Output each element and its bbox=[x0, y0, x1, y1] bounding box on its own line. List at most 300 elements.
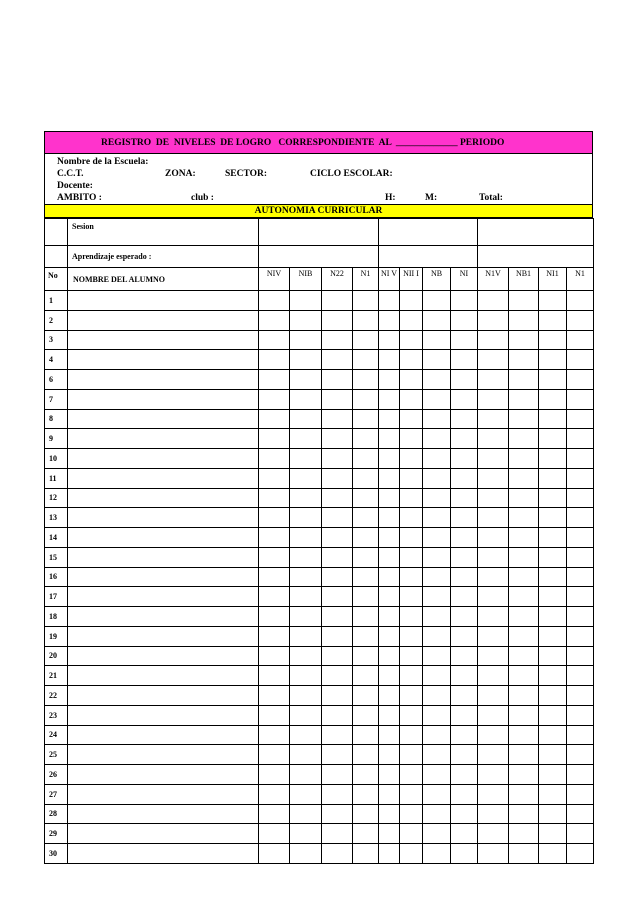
level-cell[interactable] bbox=[290, 745, 322, 765]
level-cell[interactable] bbox=[353, 429, 379, 449]
level-cell[interactable] bbox=[451, 547, 478, 567]
level-cell[interactable] bbox=[322, 705, 353, 725]
level-cell[interactable] bbox=[539, 784, 567, 804]
level-cell[interactable] bbox=[322, 666, 353, 686]
level-cell[interactable] bbox=[451, 310, 478, 330]
aprendizaje-field-3[interactable] bbox=[478, 246, 594, 268]
level-cell[interactable] bbox=[478, 389, 509, 409]
level-cell[interactable] bbox=[509, 409, 539, 429]
level-cell[interactable] bbox=[259, 291, 290, 311]
level-cell[interactable] bbox=[400, 607, 423, 627]
level-cell[interactable] bbox=[478, 468, 509, 488]
level-cell[interactable] bbox=[322, 468, 353, 488]
level-cell[interactable] bbox=[451, 705, 478, 725]
level-cell[interactable] bbox=[290, 824, 322, 844]
level-cell[interactable] bbox=[379, 646, 400, 666]
level-cell[interactable] bbox=[353, 745, 379, 765]
level-cell[interactable] bbox=[353, 824, 379, 844]
level-cell[interactable] bbox=[478, 330, 509, 350]
level-cell[interactable] bbox=[290, 844, 322, 864]
level-cell[interactable] bbox=[451, 765, 478, 785]
level-cell[interactable] bbox=[423, 567, 451, 587]
level-cell[interactable] bbox=[379, 587, 400, 607]
level-cell[interactable] bbox=[322, 587, 353, 607]
level-cell[interactable] bbox=[290, 666, 322, 686]
level-cell[interactable] bbox=[290, 646, 322, 666]
level-cell[interactable] bbox=[451, 389, 478, 409]
aprendizaje-field-2[interactable] bbox=[379, 246, 478, 268]
level-cell[interactable] bbox=[539, 291, 567, 311]
level-cell[interactable] bbox=[379, 725, 400, 745]
level-cell[interactable] bbox=[259, 646, 290, 666]
level-cell[interactable] bbox=[478, 488, 509, 508]
level-cell[interactable] bbox=[290, 429, 322, 449]
level-cell[interactable] bbox=[567, 824, 594, 844]
level-cell[interactable] bbox=[451, 804, 478, 824]
level-cell[interactable] bbox=[379, 488, 400, 508]
level-cell[interactable] bbox=[478, 784, 509, 804]
level-cell[interactable] bbox=[509, 626, 539, 646]
level-cell[interactable] bbox=[478, 666, 509, 686]
level-cell[interactable] bbox=[322, 508, 353, 528]
level-cell[interactable] bbox=[379, 705, 400, 725]
level-cell[interactable] bbox=[478, 824, 509, 844]
level-cell[interactable] bbox=[509, 725, 539, 745]
student-name-cell[interactable] bbox=[68, 686, 259, 706]
level-cell[interactable] bbox=[539, 547, 567, 567]
level-cell[interactable] bbox=[423, 804, 451, 824]
level-cell[interactable] bbox=[379, 626, 400, 646]
level-cell[interactable] bbox=[353, 409, 379, 429]
level-cell[interactable] bbox=[539, 389, 567, 409]
level-cell[interactable] bbox=[423, 765, 451, 785]
level-cell[interactable] bbox=[509, 370, 539, 390]
level-cell[interactable] bbox=[379, 468, 400, 488]
level-cell[interactable] bbox=[353, 310, 379, 330]
level-cell[interactable] bbox=[509, 310, 539, 330]
level-cell[interactable] bbox=[400, 587, 423, 607]
level-cell[interactable] bbox=[423, 646, 451, 666]
student-name-cell[interactable] bbox=[68, 804, 259, 824]
level-cell[interactable] bbox=[567, 310, 594, 330]
student-name-cell[interactable] bbox=[68, 449, 259, 469]
level-cell[interactable] bbox=[259, 429, 290, 449]
level-cell[interactable] bbox=[400, 291, 423, 311]
level-cell[interactable] bbox=[379, 666, 400, 686]
level-cell[interactable] bbox=[539, 587, 567, 607]
level-cell[interactable] bbox=[567, 291, 594, 311]
level-cell[interactable] bbox=[451, 646, 478, 666]
level-cell[interactable] bbox=[379, 765, 400, 785]
student-name-cell[interactable] bbox=[68, 784, 259, 804]
level-cell[interactable] bbox=[478, 291, 509, 311]
level-cell[interactable] bbox=[379, 804, 400, 824]
level-cell[interactable] bbox=[539, 765, 567, 785]
level-cell[interactable] bbox=[379, 508, 400, 528]
level-cell[interactable] bbox=[259, 666, 290, 686]
level-cell[interactable] bbox=[353, 449, 379, 469]
level-cell[interactable] bbox=[423, 824, 451, 844]
level-cell[interactable] bbox=[539, 646, 567, 666]
level-cell[interactable] bbox=[353, 725, 379, 745]
level-cell[interactable] bbox=[451, 528, 478, 548]
level-cell[interactable] bbox=[379, 528, 400, 548]
level-cell[interactable] bbox=[379, 745, 400, 765]
level-cell[interactable] bbox=[353, 587, 379, 607]
level-cell[interactable] bbox=[423, 409, 451, 429]
sesion-field-1[interactable] bbox=[259, 219, 379, 246]
level-cell[interactable] bbox=[451, 626, 478, 646]
level-cell[interactable] bbox=[567, 745, 594, 765]
level-cell[interactable] bbox=[423, 350, 451, 370]
level-cell[interactable] bbox=[400, 626, 423, 646]
level-cell[interactable] bbox=[423, 666, 451, 686]
level-cell[interactable] bbox=[539, 666, 567, 686]
level-cell[interactable] bbox=[400, 705, 423, 725]
level-cell[interactable] bbox=[567, 626, 594, 646]
level-cell[interactable] bbox=[567, 765, 594, 785]
level-cell[interactable] bbox=[353, 666, 379, 686]
level-cell[interactable] bbox=[567, 844, 594, 864]
level-cell[interactable] bbox=[322, 429, 353, 449]
level-cell[interactable] bbox=[322, 389, 353, 409]
level-cell[interactable] bbox=[400, 330, 423, 350]
level-cell[interactable] bbox=[322, 488, 353, 508]
level-cell[interactable] bbox=[379, 409, 400, 429]
level-cell[interactable] bbox=[567, 409, 594, 429]
level-cell[interactable] bbox=[400, 646, 423, 666]
level-cell[interactable] bbox=[322, 844, 353, 864]
level-cell[interactable] bbox=[259, 409, 290, 429]
level-cell[interactable] bbox=[353, 350, 379, 370]
level-cell[interactable] bbox=[478, 567, 509, 587]
level-cell[interactable] bbox=[478, 350, 509, 370]
level-cell[interactable] bbox=[259, 784, 290, 804]
level-cell[interactable] bbox=[400, 844, 423, 864]
level-cell[interactable] bbox=[451, 350, 478, 370]
level-cell[interactable] bbox=[539, 468, 567, 488]
level-cell[interactable] bbox=[322, 626, 353, 646]
level-cell[interactable] bbox=[567, 370, 594, 390]
level-cell[interactable] bbox=[400, 824, 423, 844]
level-cell[interactable] bbox=[567, 330, 594, 350]
level-cell[interactable] bbox=[379, 291, 400, 311]
level-cell[interactable] bbox=[423, 686, 451, 706]
level-cell[interactable] bbox=[259, 370, 290, 390]
level-cell[interactable] bbox=[539, 725, 567, 745]
level-cell[interactable] bbox=[353, 686, 379, 706]
level-cell[interactable] bbox=[539, 429, 567, 449]
level-cell[interactable] bbox=[400, 389, 423, 409]
level-cell[interactable] bbox=[539, 745, 567, 765]
level-cell[interactable] bbox=[509, 765, 539, 785]
level-cell[interactable] bbox=[353, 607, 379, 627]
level-cell[interactable] bbox=[290, 528, 322, 548]
level-cell[interactable] bbox=[509, 389, 539, 409]
student-name-cell[interactable] bbox=[68, 468, 259, 488]
level-cell[interactable] bbox=[567, 666, 594, 686]
level-cell[interactable] bbox=[400, 765, 423, 785]
student-name-cell[interactable] bbox=[68, 528, 259, 548]
level-cell[interactable] bbox=[423, 389, 451, 409]
level-cell[interactable] bbox=[259, 607, 290, 627]
student-name-cell[interactable] bbox=[68, 824, 259, 844]
level-cell[interactable] bbox=[423, 587, 451, 607]
level-cell[interactable] bbox=[478, 626, 509, 646]
level-cell[interactable] bbox=[451, 468, 478, 488]
level-cell[interactable] bbox=[379, 567, 400, 587]
level-cell[interactable] bbox=[379, 844, 400, 864]
level-cell[interactable] bbox=[509, 429, 539, 449]
level-cell[interactable] bbox=[400, 449, 423, 469]
level-cell[interactable] bbox=[539, 567, 567, 587]
student-name-cell[interactable] bbox=[68, 409, 259, 429]
level-cell[interactable] bbox=[451, 488, 478, 508]
level-cell[interactable] bbox=[353, 291, 379, 311]
level-cell[interactable] bbox=[567, 725, 594, 745]
level-cell[interactable] bbox=[353, 844, 379, 864]
student-name-cell[interactable] bbox=[68, 626, 259, 646]
student-name-cell[interactable] bbox=[68, 310, 259, 330]
level-cell[interactable] bbox=[259, 705, 290, 725]
level-cell[interactable] bbox=[290, 725, 322, 745]
level-cell[interactable] bbox=[400, 547, 423, 567]
level-cell[interactable] bbox=[423, 488, 451, 508]
level-cell[interactable] bbox=[478, 370, 509, 390]
level-cell[interactable] bbox=[379, 370, 400, 390]
level-cell[interactable] bbox=[451, 449, 478, 469]
level-cell[interactable] bbox=[478, 646, 509, 666]
level-cell[interactable] bbox=[509, 547, 539, 567]
student-name-cell[interactable] bbox=[68, 745, 259, 765]
level-cell[interactable] bbox=[567, 686, 594, 706]
level-cell[interactable] bbox=[259, 725, 290, 745]
level-cell[interactable] bbox=[451, 508, 478, 528]
level-cell[interactable] bbox=[423, 626, 451, 646]
level-cell[interactable] bbox=[567, 389, 594, 409]
level-cell[interactable] bbox=[478, 705, 509, 725]
level-cell[interactable] bbox=[567, 804, 594, 824]
student-name-cell[interactable] bbox=[68, 567, 259, 587]
level-cell[interactable] bbox=[509, 646, 539, 666]
level-cell[interactable] bbox=[322, 528, 353, 548]
level-cell[interactable] bbox=[478, 429, 509, 449]
level-cell[interactable] bbox=[259, 468, 290, 488]
level-cell[interactable] bbox=[509, 488, 539, 508]
level-cell[interactable] bbox=[400, 686, 423, 706]
level-cell[interactable] bbox=[478, 844, 509, 864]
level-cell[interactable] bbox=[451, 784, 478, 804]
level-cell[interactable] bbox=[423, 844, 451, 864]
level-cell[interactable] bbox=[290, 547, 322, 567]
student-name-cell[interactable] bbox=[68, 488, 259, 508]
student-name-cell[interactable] bbox=[68, 350, 259, 370]
level-cell[interactable] bbox=[451, 824, 478, 844]
level-cell[interactable] bbox=[567, 528, 594, 548]
level-cell[interactable] bbox=[539, 686, 567, 706]
level-cell[interactable] bbox=[539, 310, 567, 330]
level-cell[interactable] bbox=[400, 725, 423, 745]
level-cell[interactable] bbox=[478, 409, 509, 429]
level-cell[interactable] bbox=[379, 607, 400, 627]
level-cell[interactable] bbox=[290, 449, 322, 469]
level-cell[interactable] bbox=[567, 508, 594, 528]
level-cell[interactable] bbox=[567, 547, 594, 567]
level-cell[interactable] bbox=[539, 508, 567, 528]
level-cell[interactable] bbox=[451, 429, 478, 449]
level-cell[interactable] bbox=[322, 449, 353, 469]
level-cell[interactable] bbox=[478, 449, 509, 469]
level-cell[interactable] bbox=[451, 567, 478, 587]
level-cell[interactable] bbox=[539, 488, 567, 508]
level-cell[interactable] bbox=[423, 508, 451, 528]
level-cell[interactable] bbox=[290, 468, 322, 488]
level-cell[interactable] bbox=[259, 350, 290, 370]
level-cell[interactable] bbox=[539, 626, 567, 646]
level-cell[interactable] bbox=[290, 330, 322, 350]
level-cell[interactable] bbox=[423, 429, 451, 449]
level-cell[interactable] bbox=[451, 745, 478, 765]
level-cell[interactable] bbox=[423, 745, 451, 765]
level-cell[interactable] bbox=[322, 725, 353, 745]
level-cell[interactable] bbox=[400, 468, 423, 488]
student-name-cell[interactable] bbox=[68, 844, 259, 864]
level-cell[interactable] bbox=[509, 804, 539, 824]
level-cell[interactable] bbox=[379, 350, 400, 370]
level-cell[interactable] bbox=[379, 429, 400, 449]
level-cell[interactable] bbox=[353, 804, 379, 824]
level-cell[interactable] bbox=[539, 370, 567, 390]
level-cell[interactable] bbox=[423, 607, 451, 627]
level-cell[interactable] bbox=[451, 370, 478, 390]
level-cell[interactable] bbox=[451, 666, 478, 686]
level-cell[interactable] bbox=[322, 547, 353, 567]
level-cell[interactable] bbox=[259, 804, 290, 824]
level-cell[interactable] bbox=[423, 291, 451, 311]
level-cell[interactable] bbox=[353, 330, 379, 350]
level-cell[interactable] bbox=[322, 646, 353, 666]
level-cell[interactable] bbox=[379, 824, 400, 844]
level-cell[interactable] bbox=[539, 330, 567, 350]
level-cell[interactable] bbox=[353, 646, 379, 666]
level-cell[interactable] bbox=[451, 725, 478, 745]
level-cell[interactable] bbox=[567, 607, 594, 627]
level-cell[interactable] bbox=[379, 449, 400, 469]
level-cell[interactable] bbox=[322, 745, 353, 765]
level-cell[interactable] bbox=[509, 508, 539, 528]
level-cell[interactable] bbox=[259, 626, 290, 646]
student-name-cell[interactable] bbox=[68, 705, 259, 725]
level-cell[interactable] bbox=[322, 330, 353, 350]
level-cell[interactable] bbox=[322, 765, 353, 785]
student-name-cell[interactable] bbox=[68, 389, 259, 409]
level-cell[interactable] bbox=[451, 330, 478, 350]
level-cell[interactable] bbox=[509, 528, 539, 548]
level-cell[interactable] bbox=[567, 350, 594, 370]
level-cell[interactable] bbox=[290, 626, 322, 646]
level-cell[interactable] bbox=[400, 310, 423, 330]
level-cell[interactable] bbox=[322, 686, 353, 706]
level-cell[interactable] bbox=[353, 765, 379, 785]
level-cell[interactable] bbox=[322, 370, 353, 390]
student-name-cell[interactable] bbox=[68, 508, 259, 528]
level-cell[interactable] bbox=[259, 686, 290, 706]
level-cell[interactable] bbox=[509, 705, 539, 725]
level-cell[interactable] bbox=[567, 567, 594, 587]
level-cell[interactable] bbox=[379, 389, 400, 409]
level-cell[interactable] bbox=[423, 705, 451, 725]
level-cell[interactable] bbox=[353, 528, 379, 548]
student-name-cell[interactable] bbox=[68, 291, 259, 311]
level-cell[interactable] bbox=[353, 468, 379, 488]
level-cell[interactable] bbox=[539, 350, 567, 370]
level-cell[interactable] bbox=[400, 409, 423, 429]
level-cell[interactable] bbox=[451, 607, 478, 627]
student-name-cell[interactable] bbox=[68, 725, 259, 745]
level-cell[interactable] bbox=[539, 804, 567, 824]
level-cell[interactable] bbox=[353, 626, 379, 646]
student-name-cell[interactable] bbox=[68, 330, 259, 350]
level-cell[interactable] bbox=[423, 449, 451, 469]
level-cell[interactable] bbox=[509, 745, 539, 765]
level-cell[interactable] bbox=[259, 389, 290, 409]
level-cell[interactable] bbox=[379, 686, 400, 706]
level-cell[interactable] bbox=[290, 488, 322, 508]
student-name-cell[interactable] bbox=[68, 666, 259, 686]
level-cell[interactable] bbox=[509, 468, 539, 488]
level-cell[interactable] bbox=[478, 765, 509, 785]
level-cell[interactable] bbox=[478, 508, 509, 528]
level-cell[interactable] bbox=[478, 686, 509, 706]
sesion-field-2[interactable] bbox=[379, 219, 478, 246]
level-cell[interactable] bbox=[451, 291, 478, 311]
level-cell[interactable] bbox=[478, 587, 509, 607]
level-cell[interactable] bbox=[353, 508, 379, 528]
level-cell[interactable] bbox=[478, 310, 509, 330]
level-cell[interactable] bbox=[539, 528, 567, 548]
level-cell[interactable] bbox=[539, 705, 567, 725]
level-cell[interactable] bbox=[451, 686, 478, 706]
level-cell[interactable] bbox=[400, 666, 423, 686]
level-cell[interactable] bbox=[290, 409, 322, 429]
level-cell[interactable] bbox=[290, 310, 322, 330]
level-cell[interactable] bbox=[353, 488, 379, 508]
level-cell[interactable] bbox=[423, 725, 451, 745]
level-cell[interactable] bbox=[509, 567, 539, 587]
level-cell[interactable] bbox=[353, 567, 379, 587]
sesion-field-3[interactable] bbox=[478, 219, 594, 246]
level-cell[interactable] bbox=[322, 350, 353, 370]
student-name-cell[interactable] bbox=[68, 607, 259, 627]
level-cell[interactable] bbox=[290, 804, 322, 824]
level-cell[interactable] bbox=[567, 468, 594, 488]
level-cell[interactable] bbox=[423, 528, 451, 548]
level-cell[interactable] bbox=[259, 844, 290, 864]
level-cell[interactable] bbox=[259, 567, 290, 587]
level-cell[interactable] bbox=[478, 528, 509, 548]
level-cell[interactable] bbox=[259, 488, 290, 508]
level-cell[interactable] bbox=[423, 784, 451, 804]
student-name-cell[interactable] bbox=[68, 547, 259, 567]
level-cell[interactable] bbox=[509, 330, 539, 350]
level-cell[interactable] bbox=[509, 449, 539, 469]
level-cell[interactable] bbox=[509, 666, 539, 686]
level-cell[interactable] bbox=[400, 567, 423, 587]
level-cell[interactable] bbox=[259, 745, 290, 765]
level-cell[interactable] bbox=[509, 824, 539, 844]
level-cell[interactable] bbox=[423, 468, 451, 488]
level-cell[interactable] bbox=[379, 330, 400, 350]
